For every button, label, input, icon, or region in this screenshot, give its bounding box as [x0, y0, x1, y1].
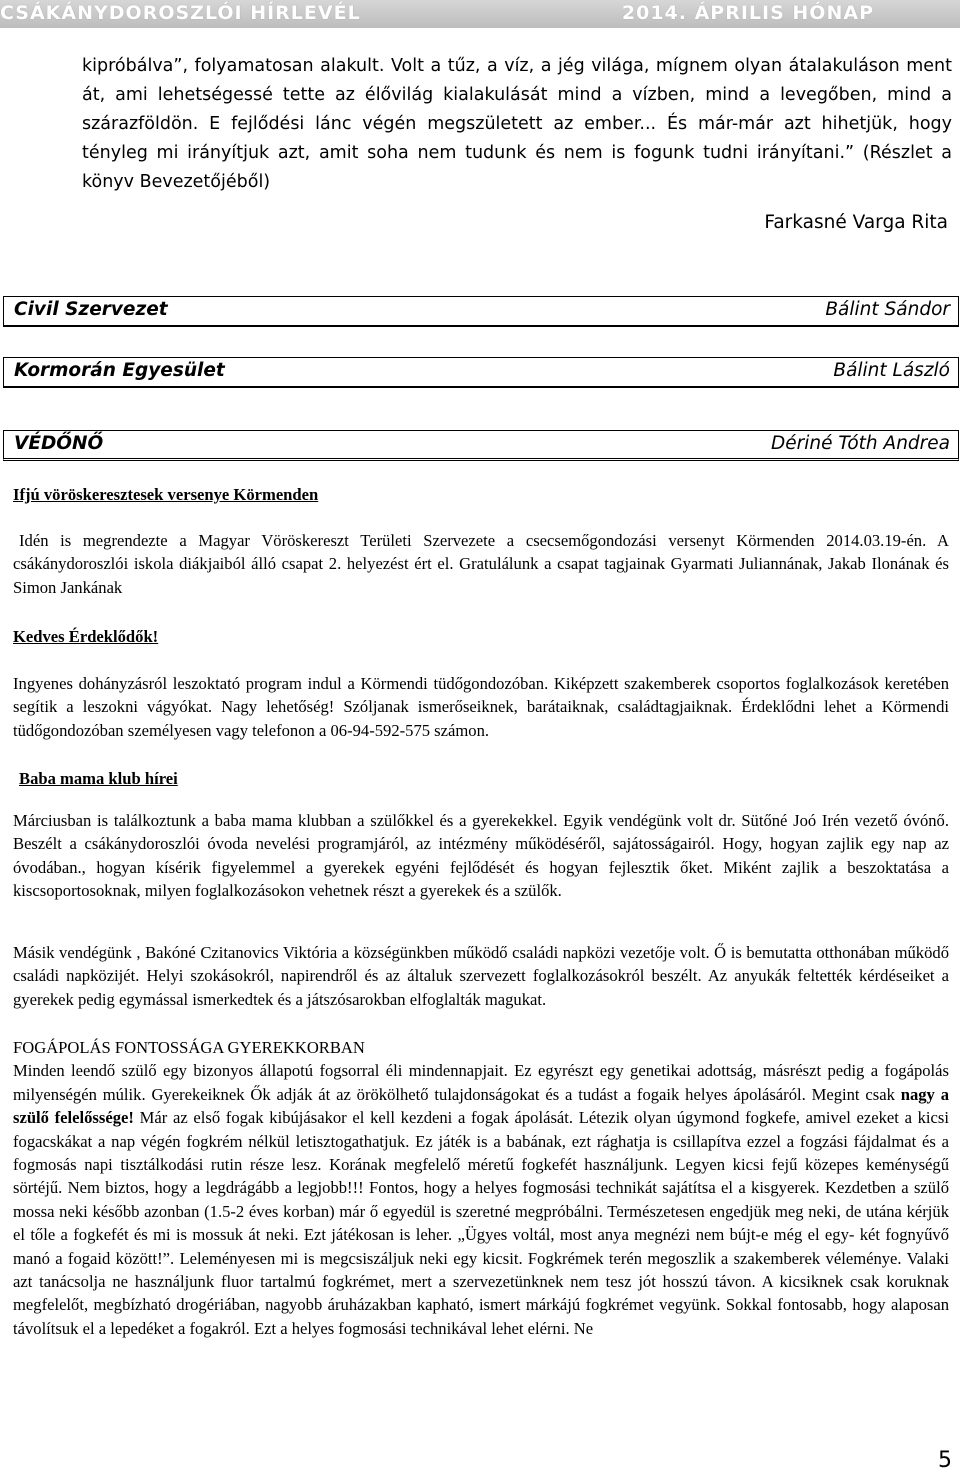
contact-box-label: Civil Szervezet [14, 299, 168, 320]
contact-box-label: VÉDŐNŐ [14, 433, 104, 454]
section-paragraph: Idén is megrendezte a Magyar Vöröskereszt Területi Szervezete a csecsemőgondozási versenyt Körmenden 2014.03.19-én. A csákánydoroszlói iskola diákjaiból álló csapat 2. helyezést ért el. Gratulálunk a csapat tagjainak Gyarmati Juliannának, Jakab Ilonának és Simon Jankának [13, 531, 949, 597]
contact-box-person: Bálint László [833, 360, 950, 381]
contact-box-label: Kormorán Egyesület [14, 360, 225, 381]
section-heading: Kedves Érdeklődők! [13, 627, 159, 646]
intro-excerpt [82, 52, 952, 197]
excerpt-author: Farkasné Varga Rita [764, 212, 948, 233]
newsletter-header [0, 0, 960, 28]
section-paragraph: Ingyenes dohányzásról leszoktató program indul a Körmendi tüdőgondozóban. Kiképzett szakemberek csoportos foglalkozások keretében segítik a leszokni vágyókat. Nagy lehetőség! Szóljanak ismerőseiknek, barátaiknak, családtagjaiknak. Érdeklődni lehet a Körmendi tüdőgondozóban személyesen vagy telefonon a 06-94-592-575 számon. [13, 674, 949, 740]
section-paragraph [13, 1059, 949, 1340]
contact-box-kormoran [3, 357, 959, 388]
section-heading: Ifjú vöröskeresztesek versenye Körmenden [13, 485, 319, 504]
contact-box-vedono [3, 430, 959, 461]
section-kedves [13, 672, 949, 742]
section-heading: Baba mama klub hírei [19, 769, 178, 788]
contact-box-civil [3, 296, 959, 327]
contact-box-person: Bálint Sándor [825, 299, 950, 320]
section-paragraph: Márciusban is találkoztunk a baba mama klubban a szülőkkel és a gyerekekkel. Egyik vendégünk volt dr. Sütőné Joó Irén vezető óvónő. Beszélt a csákánydoroszlói óvoda nevelési programjáról, az intézmény működéséről, sajátosságairól. Hogy, hogyan zajlik egy nap az óvodában., hogyan kísérik figyelemmel a gyerekek egyéni fejlődését és hogyan fejlesztik őket. Miként zajlik a beszoktatása a kiscsoportosoknak, milyen foglalkozásokon vehetnek részt a gyerekek és a szülők. [13, 811, 949, 901]
fog-text-start: Minden leendő szülő egy bizonyos állapotú fogsorral éli mindennapjait. Ez egyrészt egy genetikai adottság, másrészt pedig a fogápolás milyenségén múlik. Gyerekeiknek Ők adják át az örökölhető tulajdonságokat és a tudást a fogaik helyes ápolásáról. Megint csak [13, 1061, 949, 1104]
section-paragraph: Másik vendégünk , Bakóné Czitanovics Viktória a községünkben működő családi napközi vezetője volt. Ő is bemutatta otthonában működő családi napközijét. Helyi szokásokról, napirendről és az általuk szervezett foglalkozásokról beszélt. Az anyukák feltették kérdéseiket a gyerekek pedig egymással ismerkedtek és a játszósarokban elfoglalták magukat. [13, 943, 949, 1009]
issue-date: 2014. ÁPRILIS HÓNAP [621, 2, 874, 24]
section-fog [13, 1036, 949, 1340]
newsletter-title: CSÁKÁNYDOROSZLÓI HÍRLEVÉL [0, 2, 361, 24]
section-baba-title [13, 767, 949, 790]
section-baba-1 [13, 809, 949, 903]
fog-text-emphasis: nagy a szülő felelőssége! [13, 1084, 949, 1128]
section-baba-2 [13, 941, 949, 1011]
section-heading: FOGÁPOLÁS FONTOSSÁGA GYEREKKORBAN [13, 1038, 365, 1057]
contact-box-person: Dériné Tóth Andrea [770, 433, 950, 454]
section-kedves-title [13, 625, 949, 648]
section-ifju-title [13, 483, 949, 506]
intro-paragraph: kipróbálva”, folyamatosan alakult. Volt a tűz, a víz, a jég világa, mígnem olyan átalakuláson ment át, ami lehetségessé tette az élővilág kialakulását mind a vízben, mind a levegőben, mind a szárazföldön. E fejlődési lánc végén megszületett az ember... És már-már azt hihetjük, hogy tényleg mi irányítjuk azt, amit soha nem tudunk és nem is fogunk tudni irányítani.” (Részlet a könyv Bevezetőjéből) [82, 56, 952, 192]
page-number: 5 [938, 1448, 952, 1473]
fog-text-rest: Már az első fogak kibújásakor el kell kezdeni a fogak ápolását. Létezik olyan úgymond fogkefe, amivel ezeket a kicsi fogacskákat a nap végén fogkrém nélkül letisztogathatjuk. Ez játék is a babának, ezt rághatja is csillapítva ezzel a fogzási fájdalmat és a fogmosás napi tisztálkodási rutin része lesz. Korának megfelelő méretű fogkefét használjunk. Legyen kicsi fejű közepes keménységű sörtéjű. Nem biztos, hogy a legdrágább a legjobb!!! Fontos, hogy a helyes fogmosási technikát sajátítsa el a kisgyerek. Kezdetben a szülő mossa neki később azonban (1.5-2 éves korban) már ő egyedül is szeretné megpróbálni. Természetesen engedjük meg neki, de utána kérjük el tőle a fogkefét és mi is mossuk át neki. Ezt játékosan is leher. „Ügyes voltál, most anya megnézi nem bújt-e még el egy- két fognyűvő manó a fogaid között!”. Leleményesen mi is megcsiszáljuk neki egy kicsit. Fogkrémek terén megoszlik a szakemberek véleménye. Valaki azt tanácsolja ne használjunk fluor tartalmú fogkrémet, mert a szervezetünknek nem tesz jót hosszú távon. A kicsiknek csak koruknak megfelelőt, megbízható drogériában, nagyobb áruházakban kapható, ismert márkájú fogkrémet vegyünk. Sokkal fontosabb, hogy alaposan távolítsuk el a lepedéket a fogakról. Ezt a helyes fogmosási technikával lehet elérni. Ne [13, 1108, 949, 1338]
section-ifju [13, 529, 949, 599]
